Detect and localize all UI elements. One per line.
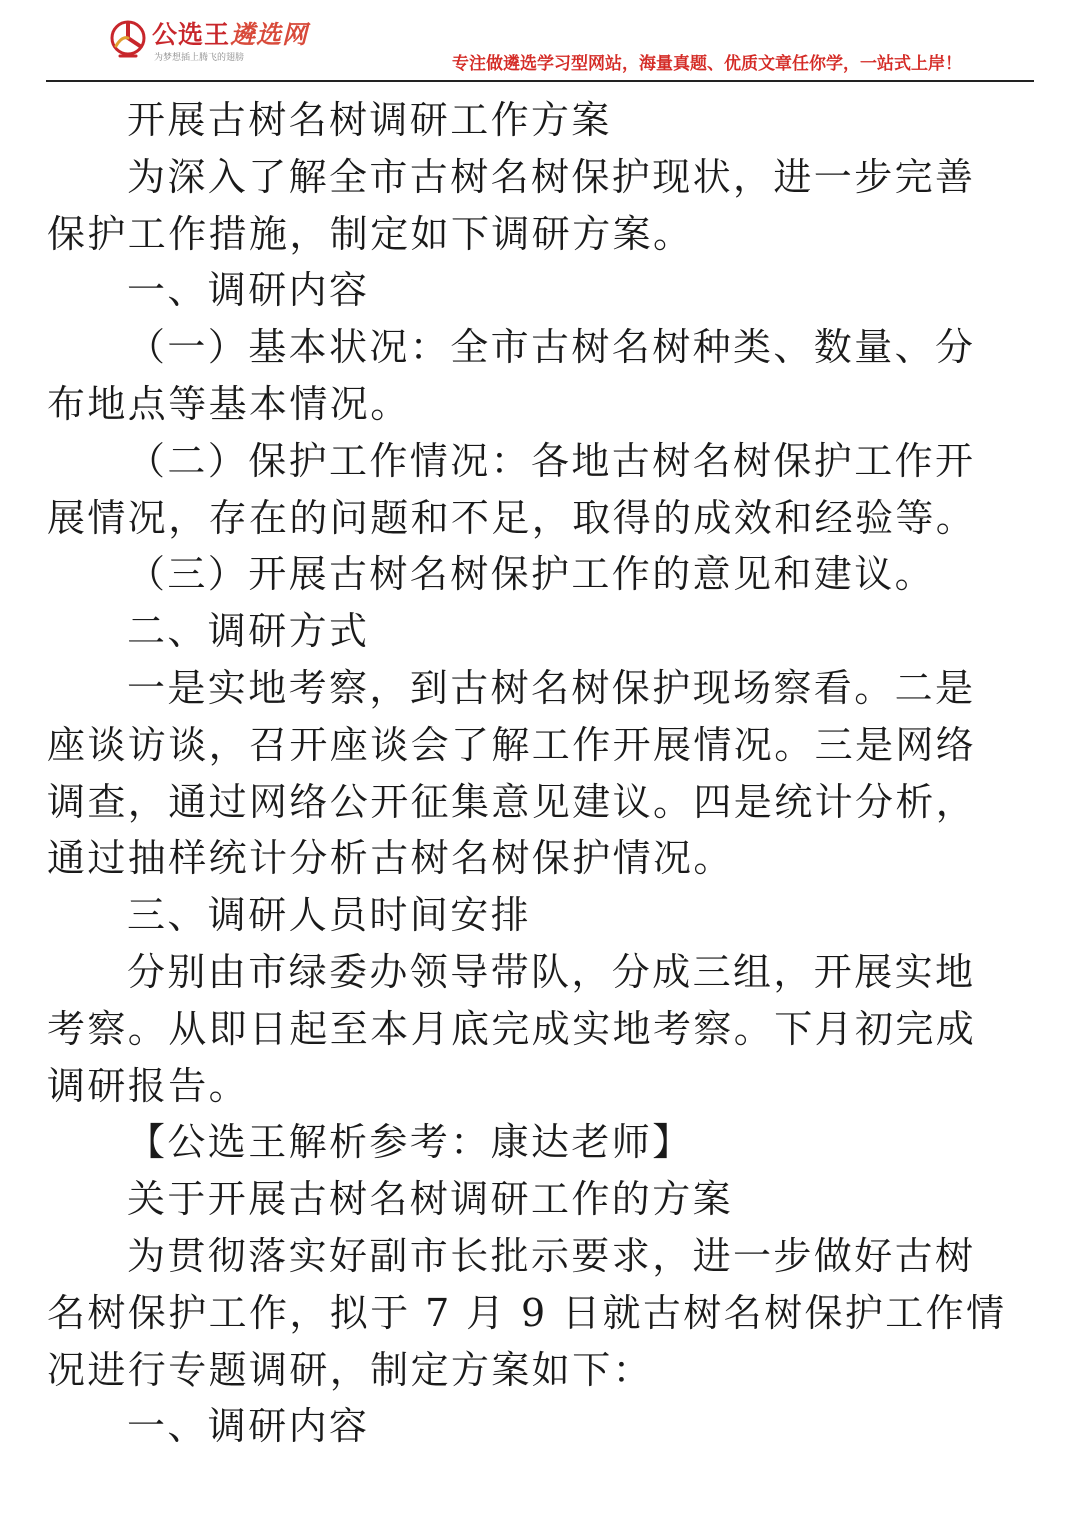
section-heading: 一、调研内容 <box>127 268 370 313</box>
brand-name <box>152 20 308 50</box>
doc-paragraph: 为深入了解全市古树名树保护现状，进一步完善保护工作措施，制定如下调研方案。 <box>47 154 976 256</box>
page-header <box>0 0 1080 82</box>
section-heading: 一、调研内容 <box>127 1404 370 1449</box>
header-slogan: 专注做遴选学习型网站，海量真题、优质文章任你学，一站式上岸！ <box>452 54 962 74</box>
section-heading: 三、调研人员时间安排 <box>127 893 532 938</box>
doc-title: 开展古树名树调研工作方案 <box>127 98 612 142</box>
doc-paragraph: 为贯彻落实好副市长批示要求，进一步做好古树名树保护工作，拟于 7 月 9 日就古树名树保护工作情况进行专题调研，制定方案如下： <box>47 1233 1007 1392</box>
document-body <box>47 92 1007 1455</box>
doc-paragraph: 一是实地考察，到古树名树保护现场察看。二是座谈访谈，召开座谈会了解工作开展情况。三是网络调查，通过网络公开征集意见建议。四是统计分析，通过抽样统计分析古树名树保护情况。 <box>47 665 977 881</box>
doc-paragraph: 分别由市绿委办领导带队，分成三组，开展实地考察。从即日起至本月底完成实地考察。下月初完成调研报告。 <box>47 949 977 1108</box>
doc-paragraph: （一）基本状况：全市古树名树种类、数量、分布地点等基本情况。 <box>47 325 976 426</box>
doc-subtitle: 关于开展古树名树调研工作的方案 <box>127 1177 734 1222</box>
doc-paragraph: （三）开展古树名树保护工作的意见和建议。 <box>127 552 936 597</box>
section-heading: 二、调研方式 <box>127 609 370 654</box>
header-divider <box>46 80 1034 82</box>
brand-tagline: 为梦想插上腾飞的翅膀 <box>154 53 245 63</box>
doc-paragraph: （二）保护工作情况：各地古树名树保护工作开展情况，存在的问题和不足，取得的成效和经验等。 <box>47 438 977 540</box>
analysis-reference: 【公选王解析参考：康达老师】 <box>127 1120 693 1165</box>
brand-sub: 遴选网 <box>230 20 309 49</box>
logo-emblem-icon <box>108 16 148 64</box>
brand-main: 公选王 <box>152 20 231 49</box>
